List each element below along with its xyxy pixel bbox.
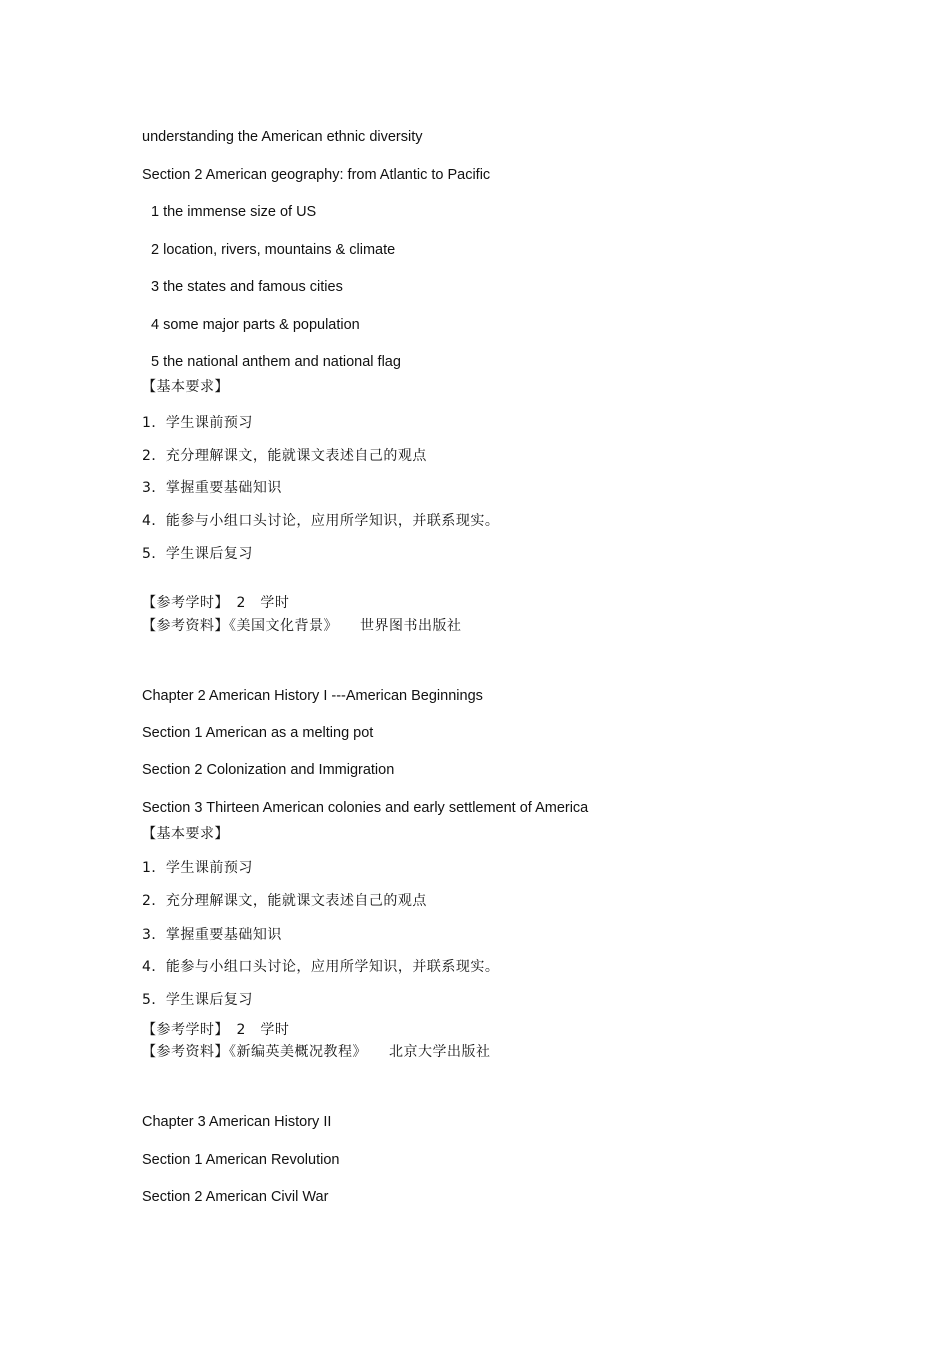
intro-line: understanding the American ethnic diversity	[142, 129, 423, 145]
reference-hours: 【参考学时】 2 学时	[142, 1022, 290, 1038]
reference-materials: 【参考资料】《美国文化背景》 世界图书出版社	[142, 618, 462, 634]
requirement-item: 4．能参与小组口头讨论，应用所学知识，并联系现实。	[142, 513, 500, 529]
requirements-heading: 【基本要求】	[142, 379, 229, 395]
reference-materials: 【参考资料】《新编英美概况教程》 北京大学出版社	[142, 1044, 491, 1060]
requirement-item: 2．充分理解课文，能就课文表述自己的观点	[142, 448, 427, 464]
topic-item: 1 the immense size of US	[151, 204, 317, 220]
section-heading: Section 2 Colonization and Immigration	[142, 762, 395, 778]
requirement-item: 1．学生课前预习	[142, 860, 253, 876]
section-heading: Section 1 American as a melting pot	[142, 725, 374, 741]
reference-hours: 【参考学时】 2 学时	[142, 595, 290, 611]
chapter-title: Chapter 3 American History II	[142, 1114, 332, 1130]
section-heading: Section 1 American Revolution	[142, 1152, 340, 1168]
requirement-item: 5．学生课后复习	[142, 546, 253, 562]
topic-item: 5 the national anthem and national flag	[151, 354, 401, 370]
section-heading: Section 3 Thirteen American colonies and early settlement of America	[142, 800, 589, 816]
requirement-item: 5．学生课后复习	[142, 992, 253, 1008]
requirement-item: 3．掌握重要基础知识	[142, 927, 282, 943]
requirement-item: 2．充分理解课文，能就课文表述自己的观点	[142, 893, 427, 909]
topic-item: 4 some major parts & population	[151, 317, 360, 333]
section-heading: Section 2 American Civil War	[142, 1189, 329, 1205]
chapter-title: Chapter 2 American History I ---American Beginnings	[142, 688, 483, 704]
requirements-heading: 【基本要求】	[142, 826, 229, 842]
topic-item: 3 the states and famous cities	[151, 279, 343, 295]
requirement-item: 4．能参与小组口头讨论，应用所学知识，并联系现实。	[142, 959, 500, 975]
section-heading: Section 2 American geography: from Atlantic to Pacific	[142, 167, 491, 183]
requirement-item: 3．掌握重要基础知识	[142, 480, 282, 496]
requirement-item: 1．学生课前预习	[142, 415, 253, 431]
topic-item: 2 location, rivers, mountains & climate	[151, 242, 396, 258]
